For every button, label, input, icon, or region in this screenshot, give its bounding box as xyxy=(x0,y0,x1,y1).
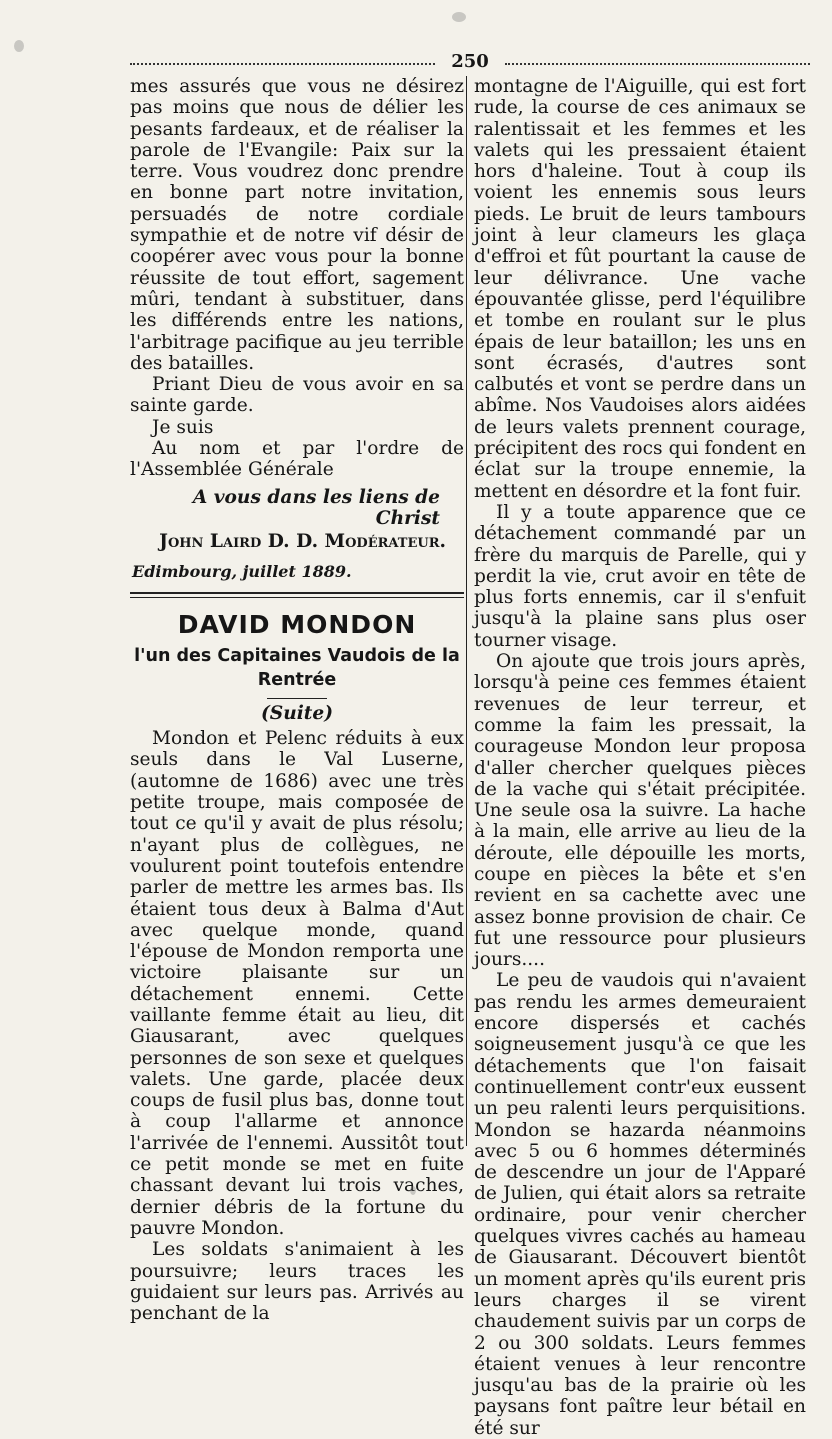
header-rule-left xyxy=(130,63,435,65)
ink-speck xyxy=(14,40,24,52)
page-header xyxy=(130,52,810,72)
article-paragraph: montagne de l'Aiguille, qui est fort rude, la course de ces animaux se ralentissait et les femmes et les valets qui les pressaient étaient hors d'haleine. Tout à coup ils voient les ennemis sous leurs pieds. Le bruit de leurs tambours joint à leur clameurs les glaça d'effroi et fût pourtant la cause de leur délivrance. Une vache épouvantée glisse, perd l'équilibre et tombe en roulant sur le plus épais de leur bataillon; les uns en sont écrasés, d'autres sont calbutés et vont se perdre dans un abîme. Nos Vaudoises alors aidées de leurs valets prennent courage, précipitent des rocs qui fondent en éclat sur la troupe ennemie, la mettent en désordre et la font fuir. xyxy=(474,76,806,502)
page-number: 250 xyxy=(451,51,489,72)
letter-je-suis: Je suis xyxy=(152,416,214,438)
left-column xyxy=(130,76,464,1324)
title-rule xyxy=(267,698,327,699)
right-column xyxy=(474,76,806,1439)
letter-authority: Au nom et par l'ordre de l'Assemblée Générale xyxy=(130,438,464,481)
article-title: DAVID MONDON xyxy=(177,609,417,639)
letter-place-date: Edimbourg, juillet 1889. xyxy=(132,561,352,581)
article-suite: (Suite) xyxy=(260,702,334,724)
article-paragraph: Les soldats s'animaient à les poursuivre; leurs traces les guidaient sur leurs pas. Arrivés au penchant de la xyxy=(130,1239,464,1325)
article-paragraph: On ajoute que trois jours après, lorsqu'à peine ces femmes étaient revenues de leur terreur, et comme la faim les pressait, la courageuse Mondon leur proposa d'aller chercher quelques pièces de la vache qui s'était précipitée. Une seule osa la suivre. La hache à la main, elle arrive au lieu de la déroute, elle dépouille les morts, coupe en pièces la bête et s'en revient en sa cachette avec une assez bonne provision de chair. Ce fut une ressource pour plusieurs jours.... xyxy=(474,651,806,971)
article-subtitle: l'un des Capitaines Vaudois de la Rentrée xyxy=(134,645,460,690)
section-separator xyxy=(130,592,464,598)
ink-speck xyxy=(410,1186,416,1195)
letter-body: mes assurés que vous ne désirez pas moins que nous de délier les pesants fardeaux, et de réaliser la parole de l'Evangile: Paix sur la terre. Vous voudrez donc prendre en bonne part notre invitation, persuadés de notre cordiale sympathie et de notre vif désir de coopérer avec vous pour la bonne réussite de tout effort, sagement mûri, tendant à substituer, dans les différends entre les nations, l'arbitrage pacifique au jeu terrible des batailles. xyxy=(130,76,464,374)
ink-speck xyxy=(452,12,466,22)
article-paragraph: Mondon et Pelenc réduits à eux seuls dans le Val Luserne, (automne de 1686) avec une très petite troupe, mais composée de tout ce qu'il y avait de plus résolu; n'ayant plus de collègues, ne voulurent point toutefois entendre parler de mettre les armes bas. Ils étaient tous deux à Balma d'Aut avec quelque monde, quand l'épouse de Mondon remporta une victoire plaisante sur un détachement ennemi. Cette vaillante femme était au lieu, dit Giausarant, avec quelques personnes de son sexe et quelques valets. Une garde, placée deux coups de fusil plus bas, donne tout à coup l'allarme et annonce l'arrivée de l'ennemi. Aussitôt tout ce petit monde se met en fuite chassant devant lui trois vaches, dernier débris de la fortune du pauvre Mondon. xyxy=(130,728,464,1239)
header-rule-right xyxy=(505,63,810,65)
column-divider xyxy=(466,76,467,1146)
letter-closing: A vous dans les liens de Christ xyxy=(192,486,440,529)
letter-signature: John Laird D. D. Modérateur. xyxy=(159,531,446,553)
letter-blessing: Priant Dieu de vous avoir en sa sainte garde. xyxy=(130,374,464,417)
article-paragraph: Le peu de vaudois qui n'avaient pas rendu les armes demeuraient encore dispersés et cachés soigneusement jusqu'à ce que les détachements que l'on faisait continuellement contr'eux eussent un peu ralenti leurs perquisitions. Mondon se hazarda néanmoins avec 5 ou 6 hommes déterminés de descendre un jour de l'Apparé de Julien, qui était alors sa retraite ordinaire, pour venir chercher quelques vivres cachés au hameau de Giausarant. Découvert bientôt un moment après qu'ils eurent pris leurs charges il se virent chaudement suivis par un corps de 2 ou 300 soldats. Leurs femmes étaient venues à leur rencontre jusqu'au bas de la prairie où les paysans font paître leur bétail en été sur xyxy=(474,970,806,1439)
article-paragraph: Il y a toute apparence que ce détachement commandé par un frère du marquis de Parelle, qui y perdit la vie, crut avoir en tête de plus forts ennemis, car il s'enfuit jusqu'à la plaine sans plus oser tourner visage. xyxy=(474,501,806,651)
